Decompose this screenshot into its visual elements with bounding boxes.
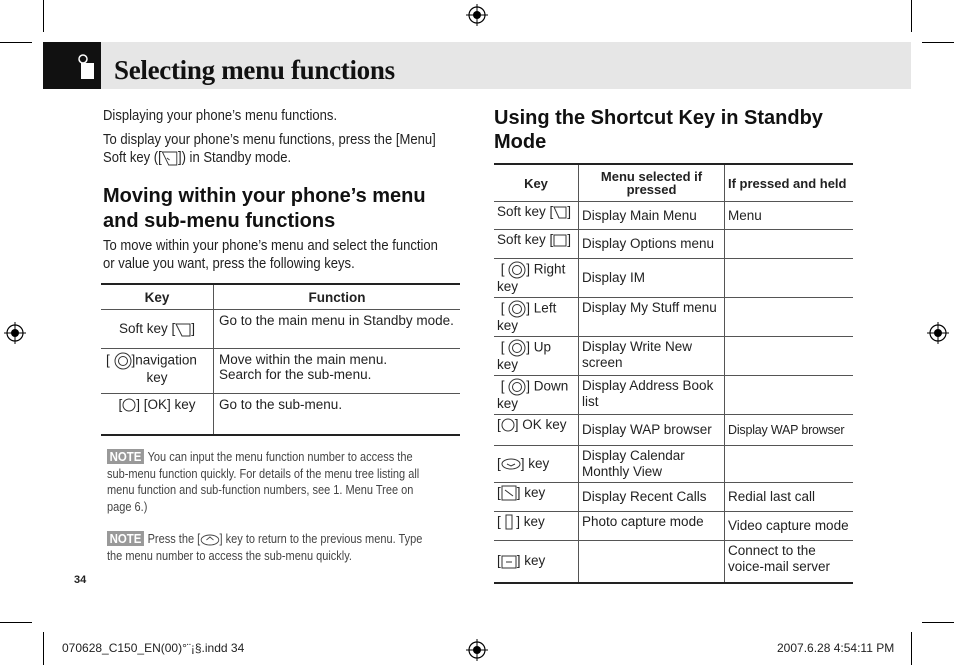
- cell-text: ] key: [516, 485, 546, 500]
- cell-text: ]: [567, 232, 572, 247]
- note-text: the menu number to access the sub-menu quickly.: [107, 548, 352, 563]
- table-cell: [579, 541, 725, 583]
- cell-text: ] Left key: [497, 300, 557, 333]
- navigation-key-icon: [114, 352, 132, 370]
- table-row: [494, 376, 853, 415]
- registration-mark-icon: [466, 639, 488, 661]
- crop-mark: [43, 0, 44, 32]
- cell-text: Search for the sub-menu.: [219, 367, 372, 382]
- crop-mark: [911, 0, 912, 32]
- table-cell: Display Address Book list: [579, 376, 725, 415]
- body-text: To move within your phone’s menu and select the function: [103, 238, 438, 254]
- page-number: 34: [74, 574, 87, 586]
- note-badge: NOTE: [107, 449, 144, 464]
- cell-text: ] key: [512, 514, 545, 529]
- crop-mark: [911, 632, 912, 665]
- table-row: [494, 259, 853, 298]
- table-row: [494, 298, 853, 337]
- cell-text: [: [497, 485, 501, 500]
- note-text: You can input the menu function number to access the: [147, 450, 413, 464]
- cell-text: ] OK key: [514, 417, 567, 432]
- table-row: [101, 394, 460, 436]
- table-header: If pressed and held: [725, 164, 854, 202]
- cell-text: [: [500, 300, 505, 316]
- cell-text: ] Up key: [497, 339, 552, 372]
- table-cell: [494, 259, 579, 298]
- cell-text: ]: [191, 321, 196, 337]
- table-cell: Go to the main menu in Standby mode.: [214, 310, 461, 349]
- table-cell: [494, 376, 579, 415]
- footer-date: 2007.6.28 4:54:11 PM: [777, 641, 895, 655]
- cell-text: ] key: [516, 553, 546, 569]
- table-row: [494, 337, 853, 376]
- navigation-up-key-icon: [508, 339, 526, 357]
- note-text: page 6.): [107, 499, 148, 514]
- table-header: Function: [214, 284, 461, 310]
- table-cell: [101, 349, 214, 394]
- note-text: Press the [: [147, 532, 201, 546]
- table-cell: Display Options menu: [579, 230, 725, 259]
- cell-text: [: [497, 417, 501, 432]
- note-text: ] key to return to the previous menu. Type: [219, 532, 423, 546]
- crop-mark: [43, 632, 44, 665]
- table-cell: Connect to the voice-mail server: [725, 541, 854, 583]
- cell-text: Soft key [: [118, 321, 176, 337]
- table-cell: Redial last call: [725, 483, 854, 512]
- cell-text: [: [106, 352, 110, 368]
- table-cell: Display Main Menu: [579, 202, 725, 230]
- cell-text: key: [146, 370, 168, 385]
- table-cell: [214, 349, 461, 394]
- table-cell: Display My Stuff menu: [579, 298, 725, 337]
- send-key-icon: [501, 485, 517, 501]
- table-cell: Display Write New screen: [579, 337, 725, 376]
- body-text: or value you want, press the following keys.: [103, 256, 355, 272]
- table-cell: [101, 310, 214, 349]
- table-cell: [494, 298, 579, 337]
- table-cell: [494, 541, 579, 583]
- table-row: [494, 483, 853, 512]
- table-row: [494, 230, 853, 259]
- table-row: [494, 512, 853, 541]
- left-soft-key-icon: [162, 151, 178, 166]
- note-block: [107, 531, 459, 564]
- cell-text: ] key: [520, 456, 550, 471]
- table-row: [101, 349, 460, 394]
- section-heading: and sub-menu functions: [103, 210, 336, 232]
- camera-key-icon: [505, 514, 513, 530]
- cell-text: ] [OK] key: [136, 397, 196, 412]
- table-row: [494, 415, 853, 446]
- registration-mark-icon: [4, 322, 26, 344]
- table-cell: [101, 394, 214, 436]
- cell-text: [: [500, 378, 505, 394]
- cell-text: ]navigation: [131, 352, 197, 368]
- table-cell: [494, 415, 579, 446]
- table-cell: Video capture mode: [725, 512, 854, 541]
- left-soft-key-icon: [175, 323, 191, 337]
- table-cell: Display WAP browser: [725, 415, 854, 446]
- page-title: Selecting menu functions: [114, 55, 395, 85]
- table-cell: [494, 230, 579, 259]
- right-soft-key-icon: [553, 234, 567, 247]
- note-badge: NOTE: [107, 531, 144, 546]
- table-header: Key: [494, 164, 579, 202]
- ok-key-icon: [122, 397, 136, 413]
- intro-text: Displaying your phone’s menu functions.: [103, 108, 338, 124]
- table-row: [494, 202, 853, 230]
- table-cell: [725, 376, 854, 415]
- note-text: sub-menu function quickly. For details of the menu tree listing all: [107, 466, 420, 481]
- table-cell: Display Recent Calls: [579, 483, 725, 512]
- table-cell: [494, 337, 579, 376]
- table-header-row: [494, 164, 853, 202]
- intro-text-part: Soft key ([: [103, 150, 162, 166]
- table-row: [494, 541, 853, 583]
- table-cell: Display Calendar Monthly View: [579, 446, 725, 483]
- crop-mark: [0, 622, 32, 623]
- section-heading: Moving within your phone’s menu: [103, 185, 426, 207]
- cell-text: [: [500, 261, 505, 277]
- table-cell: Go to the sub-menu.: [214, 394, 461, 436]
- table-cell: [725, 337, 854, 376]
- cell-text: Soft key [: [497, 232, 554, 247]
- table-header-row: [101, 284, 460, 310]
- crop-mark: [922, 42, 954, 43]
- footer-file: 070628_C150_EN(00)°¨¡§.indd 34: [62, 641, 245, 655]
- table-row: [494, 446, 853, 483]
- voicemail-key-icon: [501, 555, 517, 569]
- table-cell: [494, 446, 579, 483]
- cell-text: ]: [567, 204, 572, 219]
- navigation-right-key-icon: [508, 261, 526, 279]
- cell-text: ] Right key: [497, 261, 566, 294]
- table-cell: Display IM: [579, 259, 725, 298]
- cell-text: [: [497, 456, 501, 471]
- table-cell: [725, 298, 854, 337]
- intro-text: [103, 149, 291, 167]
- crop-mark: [0, 42, 32, 43]
- cell-text: ] Down key: [497, 378, 569, 411]
- calendar-key-icon: [501, 458, 521, 470]
- left-soft-key-icon: [553, 206, 567, 219]
- key-function-table: [101, 283, 460, 436]
- table-cell: [725, 446, 854, 483]
- table-cell: [725, 259, 854, 298]
- note-block: [107, 449, 459, 515]
- table-header: Key: [101, 284, 214, 310]
- cell-text: [: [118, 397, 123, 412]
- ok-key-icon: [501, 417, 515, 433]
- cell-text: [: [497, 514, 505, 529]
- table-cell: [494, 483, 579, 512]
- navigation-down-key-icon: [508, 378, 526, 396]
- intro-text: To display your phone’s menu functions, press the [Menu]: [103, 132, 436, 148]
- hand-pointer-icon: [77, 54, 95, 80]
- table-cell: Menu: [725, 202, 854, 230]
- cell-text: Move within the main menu.: [219, 352, 388, 367]
- table-header: Menu selected if pressed: [579, 164, 725, 202]
- table-cell: Display WAP browser: [579, 415, 725, 446]
- table-cell: [494, 202, 579, 230]
- cell-text: [: [500, 339, 505, 355]
- crop-mark: [922, 622, 954, 623]
- registration-mark-icon: [466, 4, 488, 26]
- section-heading: Mode: [494, 131, 547, 153]
- header-block: [43, 42, 101, 89]
- cell-text: [: [497, 553, 501, 569]
- section-heading: Using the Shortcut Key in Standby: [494, 107, 823, 129]
- intro-text-part: ]) in Standby mode.: [177, 150, 292, 166]
- table-cell: Photo capture mode: [579, 512, 725, 541]
- navigation-left-key-icon: [508, 300, 526, 318]
- shortcut-key-table: [494, 163, 853, 584]
- registration-mark-icon: [927, 322, 949, 344]
- back-key-icon: [200, 534, 219, 546]
- table-cell: [494, 512, 579, 541]
- cell-text: Soft key [: [497, 204, 554, 219]
- table-row: [101, 310, 460, 349]
- note-text: menu function and sub-function numbers, see 1. Menu Tree on: [107, 483, 414, 497]
- table-cell: [725, 230, 854, 259]
